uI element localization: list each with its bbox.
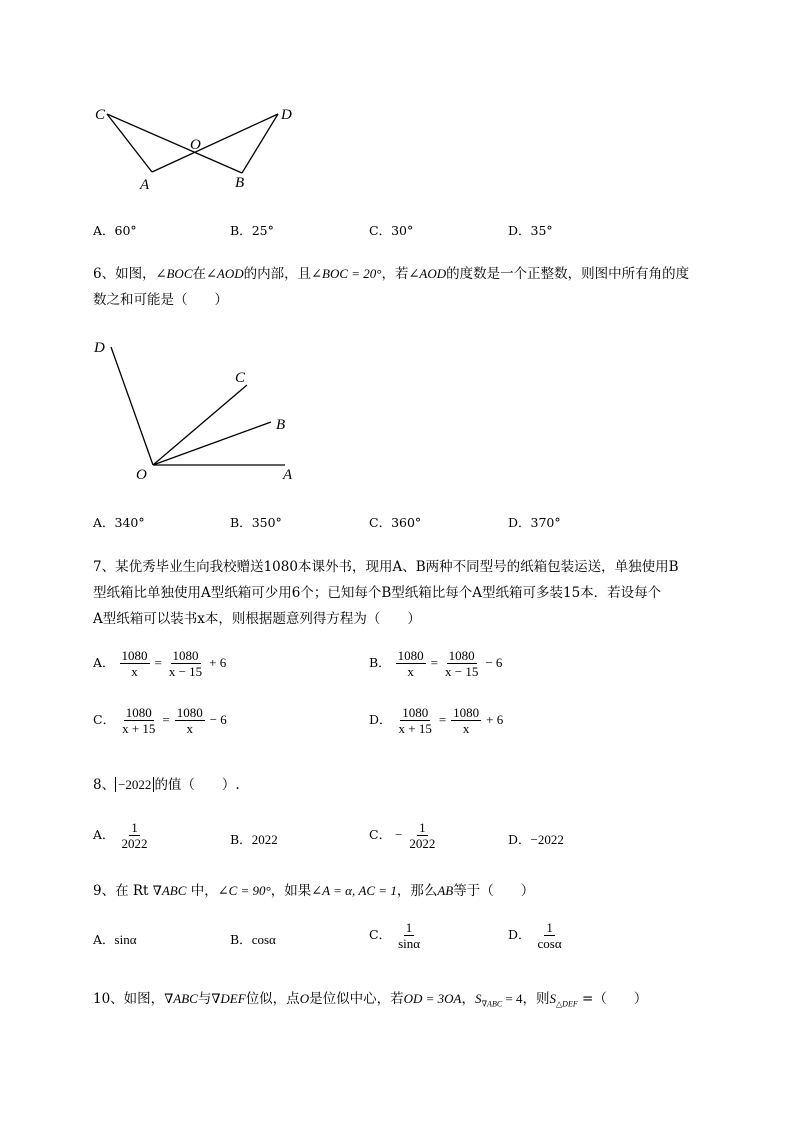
q5-option-b[interactable]: B．25°: [230, 223, 274, 238]
q7-option-a[interactable]: A． $\frac{1080}{x}$ = $\frac{1080}{x - 15}$ + 6: [93, 648, 227, 679]
q8-stem: 8、 −2022 的值（ ）.: [93, 777, 240, 793]
figure1-label-a: A: [140, 177, 150, 193]
fraction: $\frac{1080}{x + 15}$: [122, 705, 156, 736]
fraction: $\frac{1080}{x}$: [176, 705, 203, 736]
fraction: $\frac{1080}{x}$: [121, 648, 148, 679]
q7-option-c[interactable]: C． $\frac{1080}{x + 15}$ = $\frac{1080}{x}$ − 6: [93, 705, 227, 736]
q6-option-c[interactable]: C．360°: [369, 515, 422, 530]
q7-stem-line3: A型纸箱可以装书x本，则根据题意列得方程为（ ）: [93, 611, 421, 627]
fraction: $\frac{1080}{x}$: [453, 705, 480, 736]
figure2-label-d: D: [94, 340, 105, 356]
q9-option-c[interactable]: C． $\frac{1}{\sin\alpha}$: [369, 920, 421, 951]
figure1-label-b: B: [235, 175, 245, 191]
figure2-label-o: O: [136, 467, 147, 483]
fraction: $\frac{1080}{x - 15}$: [168, 648, 203, 679]
fraction: $\frac{1}{2022}$: [409, 820, 436, 851]
q5-option-c[interactable]: C．30°: [369, 223, 414, 238]
q8-option-b[interactable]: B．2022: [230, 832, 278, 847]
figure1-label-d: D: [281, 107, 292, 123]
q7-option-b[interactable]: B． $\frac{1080}{x}$ = $\frac{1080}{x - 15}$ − 6: [369, 648, 503, 679]
q5-option-a[interactable]: A．60°: [93, 223, 137, 238]
figure2-label-b: B: [276, 417, 286, 433]
q10-stem: 10、如图，∇ABC与∇DEF位似，点O是位似中心，若OD = 3OA，$S_{\nabla ABC} = 4$，则$S_{\triangle DEF}$ =（ ）: [93, 991, 648, 1009]
fraction: $\frac{1080}{x - 15}$: [444, 648, 479, 679]
figure-crossed-triangles: [90, 100, 310, 195]
figure2-label-a: A: [283, 467, 293, 483]
q5-option-d[interactable]: D．35°: [508, 223, 553, 238]
q6-stem-line1: 6、如图，∠BOC在∠AOD的内部，且∠BOC = 20°，若∠AOD的度数是一个正整数，则图中所有角的度: [93, 266, 690, 282]
q8-option-d[interactable]: D．−2022: [508, 832, 564, 847]
figure2-rays: [111, 347, 285, 465]
q9-option-a[interactable]: A．sinα: [93, 932, 137, 947]
figure1-label-o: O: [190, 137, 201, 153]
q7-stem-line1: 7、某优秀毕业生向我校赠送1080本课外书，现用A、B两种不同型号的纸箱包装运送，单独使用B: [93, 559, 679, 575]
q6-option-d[interactable]: D．370°: [508, 515, 561, 530]
fraction: $\frac{1}{\sin\alpha}$: [398, 920, 421, 951]
figure2-label-c: C: [235, 370, 246, 386]
q6-option-a[interactable]: A．340°: [93, 515, 145, 530]
absolute-value: −2022: [115, 777, 154, 792]
q6-stem-line2: 数之和可能是（ ）: [93, 292, 228, 308]
q7-stem-line2: 型纸箱比单独使用A型纸箱可少用6个；已知每个B型纸箱比每个A型纸箱可多装15本．若设每个: [93, 585, 662, 601]
q9-option-b[interactable]: B．cosα: [230, 932, 276, 947]
q6-option-b[interactable]: B．350°: [230, 515, 282, 530]
q9-stem: 9、在 Rt ∇ABC 中，∠C = 90°，如果∠A = α, AC = 1，那么AB等于（ ）: [93, 883, 535, 899]
figure-angles: [88, 335, 303, 485]
fraction: $\frac{1}{\cos\alpha}$: [537, 920, 562, 951]
figure1-label-c: C: [95, 107, 106, 123]
fraction: $\frac{1080}{x}$: [397, 648, 424, 679]
q8-option-c[interactable]: C． − $\frac{1}{2022}$: [369, 820, 436, 851]
q8-option-a[interactable]: A． $\frac{1}{2022}$: [93, 820, 148, 851]
q9-option-d[interactable]: D． $\frac{1}{\cos\alpha}$: [508, 920, 562, 951]
q7-option-d[interactable]: D． $\frac{1080}{x + 15}$ = $\frac{1080}{x}$ + 6: [369, 705, 504, 736]
fraction: $\frac{1080}{x + 15}$: [398, 705, 432, 736]
fraction: $\frac{1}{2022}$: [121, 820, 148, 851]
